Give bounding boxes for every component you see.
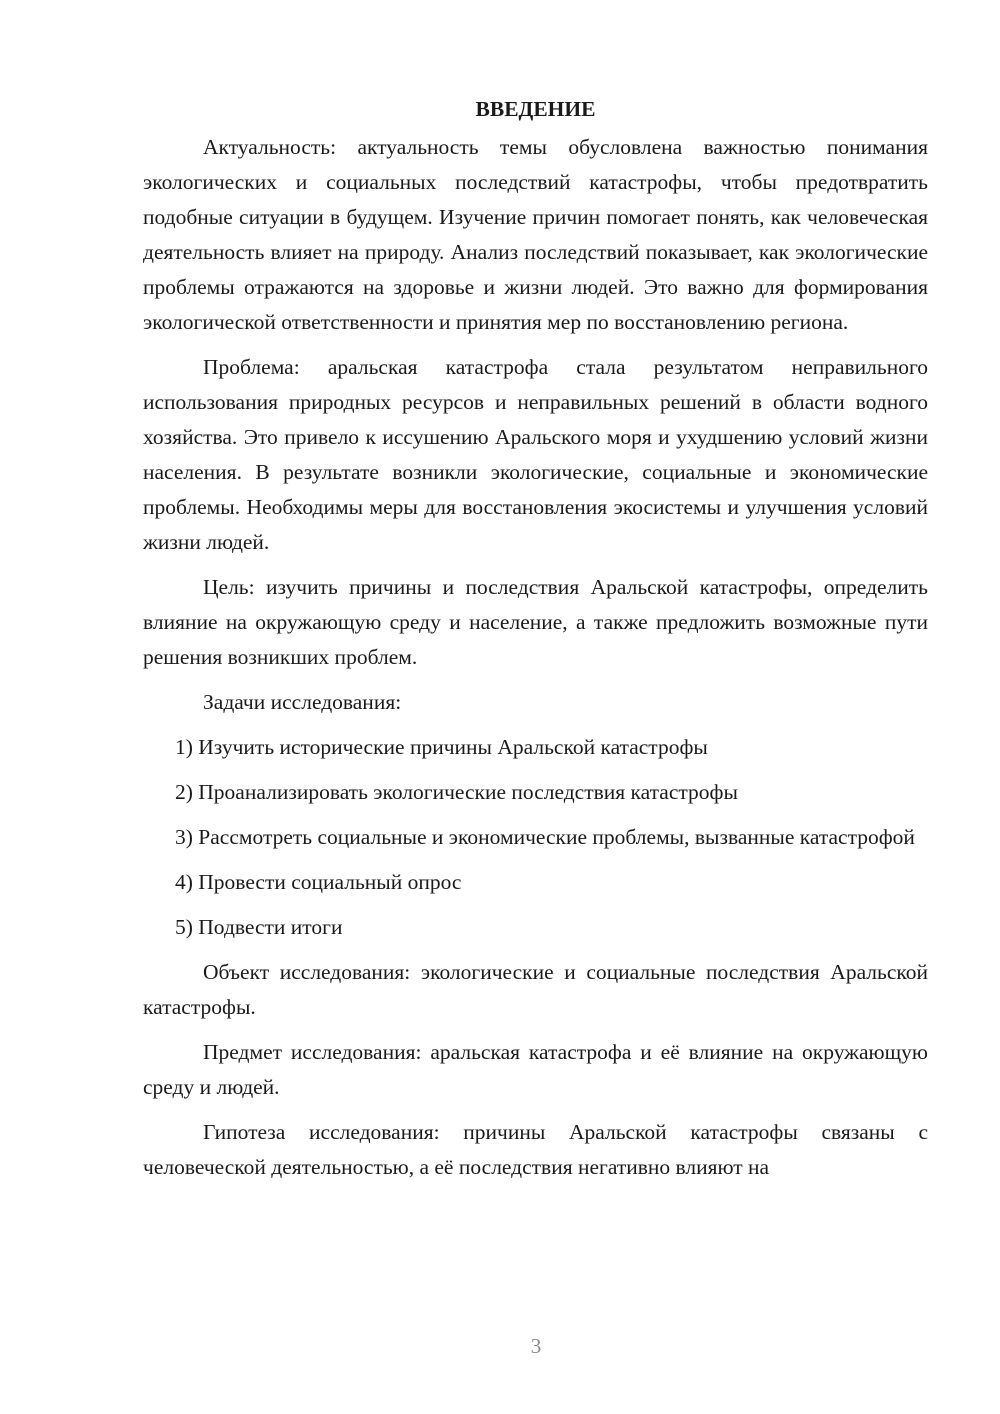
page-number: 3 [530,1334,542,1358]
task-item: 4) Провести социальный опрос [175,870,462,894]
goal-paragraph: Цель: изучить причины и последствия Аральской катастрофы, определить влияние на окружающую среду и население, а также предложить возможные пути решения возникших проблем. [143,575,928,669]
page-content [143,92,928,1195]
task-item: 1) Изучить исторические причины Аральской катастрофы [175,735,708,759]
relevance-paragraph: Актуальность: актуальность темы обусловлена важностью понимания экологических и социальных последствий катастрофы, чтобы предотвратить подобные ситуации в будущем. Изучение причин помогает понять, как человеческая деятельность влияет на природу. Анализ последствий показывает, как экологические проблемы отражаются на здоровье и жизни людей. Это важно для формирования экологической ответственности и принятия мер по восстановлению региона. [143,135,928,334]
task-item: 3) Рассмотреть социальные и экономические проблемы, вызванные катастрофой [175,825,915,849]
section-heading: ВВЕДЕНИЕ [475,97,596,121]
hypothesis-paragraph: Гипотеза исследования: причины Аральской катастрофы связаны с человеческой деятельностью, а её последствия негативно влияют на [143,1120,928,1179]
task-item: 5) Подвести итоги [175,915,343,939]
task-item: 2) Проанализировать экологические последствия катастрофы [175,780,738,804]
problem-paragraph: Проблема: аральская катастрофа стала результатом неправильного использования природных ресурсов и неправильных решений в области водного хозяйства. Это привело к иссушению Аральского моря и ухудшению условий жизни населения. В результате возникли экологические, социальные и экономические проблемы. Необходимы меры для восстановления экосистемы и улучшения условий жизни людей. [143,355,928,554]
tasks-title: Задачи исследования: [203,690,402,714]
subject-paragraph: Предмет исследования: аральская катастрофа и её влияние на окружающую среду и людей. [143,1040,928,1099]
object-paragraph: Объект исследования: экологические и социальные последствия Аральской катастрофы. [143,960,928,1019]
